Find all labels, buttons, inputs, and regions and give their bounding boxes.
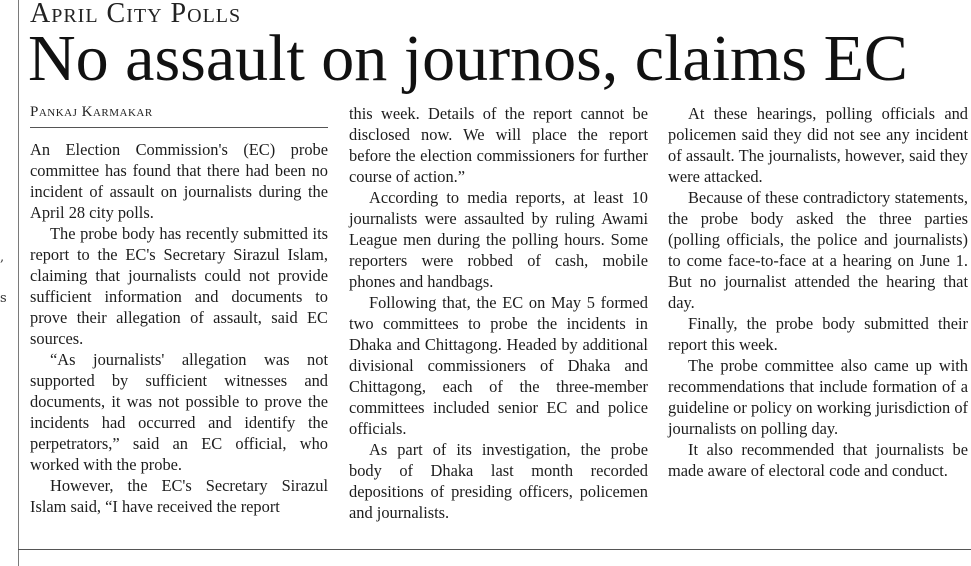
article-headline: No assault on journos, claims EC — [28, 22, 908, 95]
paragraph: The probe committee also came up with recommendations that include formation of a guideline or policy on working jurisdiction of journalists on polling day. — [668, 356, 968, 438]
adjacent-column-fragment: s — [0, 291, 7, 306]
paragraph: Following that, the EC on May 5 formed two committees to probe the incidents in Dhaka and Chittagong. Headed by additional divisional commissioners of Dhaka and Chittagong, each of the three-member committees included senior EC and police officials. — [349, 293, 648, 438]
paragraph: Because of these contradictory statements, the probe body asked the three parties (polling officials, the police and journalists) to come face-to-face at a hearing on June 1. But no journalist attended the hearing that day. — [668, 188, 968, 312]
article-byline: Pankaj Karmakar — [30, 104, 153, 120]
article-column-3 — [668, 103, 968, 481]
paragraph: However, the EC's Secretary Sirazul Islam said, “I have received the report — [30, 476, 328, 516]
paragraph: The probe body has recently submitted its report to the EC's Secretary Sirazul Islam, claiming that journalists could not provide sufficient information and documents to prove their allegation of assault, said EC sources. — [30, 224, 328, 348]
paragraph: Finally, the probe body submitted their report this week. — [668, 314, 968, 354]
left-column-rule — [18, 0, 19, 566]
adjacent-column-fragment: , — [0, 250, 5, 265]
bottom-rule — [18, 549, 971, 550]
paragraph: An Election Commission's (EC) probe committee has found that there had been no incident of assault on journalists during the April 28 city polls. — [30, 140, 328, 222]
paragraph: “As journalists' allegation was not supported by sufficient witnesses and documents, it was not possible to prove the incidents had occurred and identify the perpetrators,” said an EC official, who worked with the probe. — [30, 350, 328, 474]
paragraph: As part of its investigation, the probe body of Dhaka last month recorded depositions of presiding officers, policemen and journalists. — [349, 440, 648, 522]
paragraph: At these hearings, polling officials and policemen said they did not see any incident of assault. The journalists, however, said they were attacked. — [668, 104, 968, 186]
article-column-2 — [349, 103, 648, 523]
paragraph: It also recommended that journalists be made aware of electoral code and conduct. — [668, 440, 968, 480]
paragraph: this week. Details of the report cannot be disclosed now. We will place the report before the election commissioners for further course of action.” — [349, 104, 648, 186]
article-kicker: April City Polls — [30, 0, 242, 29]
paragraph: According to media reports, at least 10 journalists were assaulted by ruling Awami League men during the polling hours. Some reporters were robbed of cash, mobile phones and handbags. — [349, 188, 648, 291]
article-column-1 — [30, 139, 328, 517]
byline-rule — [30, 127, 328, 128]
